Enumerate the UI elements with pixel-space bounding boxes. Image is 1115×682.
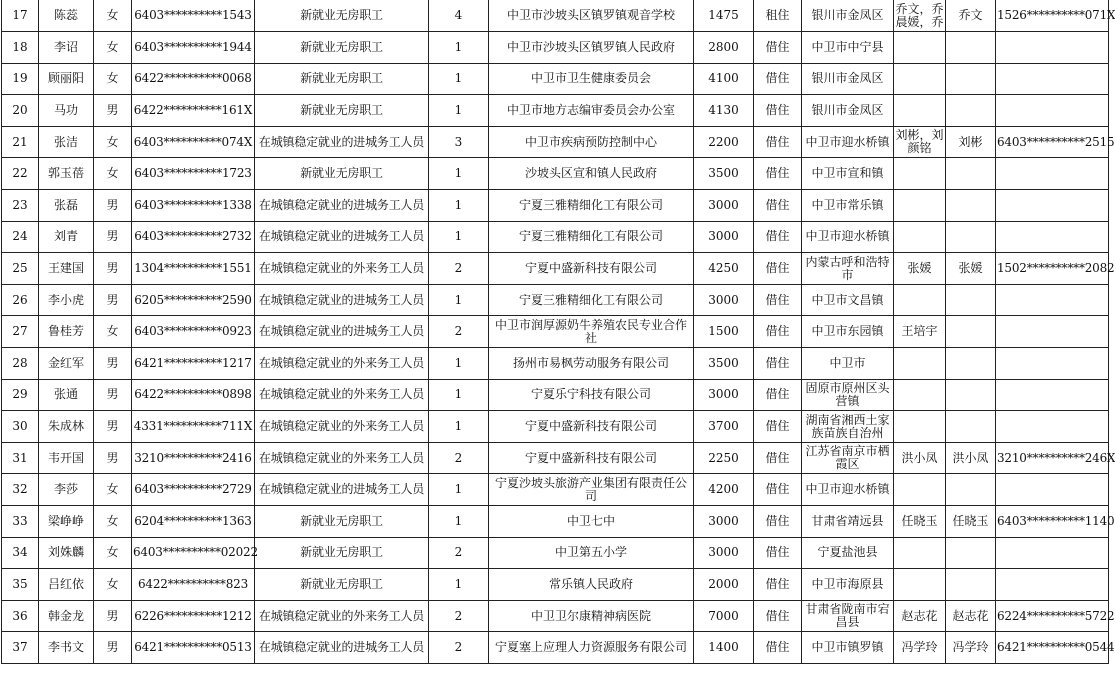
cell-spouse-name xyxy=(946,63,996,95)
cell-spouse-name xyxy=(946,348,996,380)
cell-id-number: 6403**********074X xyxy=(132,126,255,158)
cell-household-size: 2 xyxy=(429,316,489,348)
cell-family-members: 任晓玉 xyxy=(894,506,946,538)
cell-name: 金红军 xyxy=(39,348,94,380)
cell-family-members xyxy=(894,190,946,222)
cell-gender: 女 xyxy=(94,0,132,32)
cell-income: 2250 xyxy=(694,442,754,474)
cell-name: 张通 xyxy=(39,379,94,411)
cell-income: 1500 xyxy=(694,316,754,348)
table-row xyxy=(2,411,1109,443)
cell-row-number: 35 xyxy=(2,569,39,601)
cell-gender: 男 xyxy=(94,253,132,285)
cell-income: 3500 xyxy=(694,158,754,190)
cell-residence-type: 借住 xyxy=(754,158,802,190)
table-row xyxy=(2,32,1109,64)
cell-household-size: 1 xyxy=(429,474,489,506)
cell-household-size: 1 xyxy=(429,158,489,190)
cell-name: 韦开国 xyxy=(39,442,94,474)
cell-family-members xyxy=(894,284,946,316)
cell-residence-location: 江苏省南京市栖霞区 xyxy=(802,442,894,474)
table-row xyxy=(2,442,1109,474)
cell-employer: 宁夏三雅精细化工有限公司 xyxy=(489,221,694,253)
cell-income: 4130 xyxy=(694,95,754,127)
cell-family-members: 刘彬，刘颜铭 xyxy=(894,126,946,158)
cell-id-number: 1304**********1551 xyxy=(132,253,255,285)
cell-row-number: 21 xyxy=(2,126,39,158)
cell-employer: 常乐镇人民政府 xyxy=(489,569,694,601)
cell-residence-location: 银川市金凤区 xyxy=(802,95,894,127)
cell-residence-type: 借住 xyxy=(754,411,802,443)
cell-family-members: 洪小凤 xyxy=(894,442,946,474)
cell-spouse-id-number: 6403**********2515 xyxy=(996,126,1109,158)
cell-residence-location: 中卫市迎水桥镇 xyxy=(802,221,894,253)
cell-spouse-name: 冯学玲 xyxy=(946,632,996,664)
cell-income: 1400 xyxy=(694,632,754,664)
cell-gender: 女 xyxy=(94,63,132,95)
cell-family-members xyxy=(894,474,946,506)
cell-residence-location: 中卫市迎水桥镇 xyxy=(802,474,894,506)
cell-category: 新就业无房职工 xyxy=(255,506,429,538)
cell-household-size: 1 xyxy=(429,284,489,316)
cell-family-members xyxy=(894,537,946,569)
cell-gender: 男 xyxy=(94,442,132,474)
cell-spouse-id-number: 6421**********0544 xyxy=(996,632,1109,664)
table-row xyxy=(2,506,1109,538)
cell-gender: 女 xyxy=(94,316,132,348)
cell-spouse-name xyxy=(946,569,996,601)
cell-spouse-id-number xyxy=(996,379,1109,411)
cell-spouse-id-number xyxy=(996,190,1109,222)
cell-spouse-id-number xyxy=(996,316,1109,348)
cell-row-number: 26 xyxy=(2,284,39,316)
cell-row-number: 32 xyxy=(2,474,39,506)
cell-family-members xyxy=(894,221,946,253)
cell-residence-location: 中卫市迎水桥镇 xyxy=(802,126,894,158)
cell-category: 在城镇稳定就业的进城务工人员 xyxy=(255,190,429,222)
cell-employer: 宁夏三雅精细化工有限公司 xyxy=(489,284,694,316)
cell-household-size: 3 xyxy=(429,126,489,158)
cell-income: 3700 xyxy=(694,411,754,443)
cell-spouse-name: 赵志花 xyxy=(946,600,996,632)
cell-family-members: 乔文，乔晨媛，乔 xyxy=(894,0,946,32)
cell-household-size: 1 xyxy=(429,190,489,222)
cell-id-number: 6205**********2590 xyxy=(132,284,255,316)
table-row xyxy=(2,221,1109,253)
cell-residence-location: 固原市原州区头营镇 xyxy=(802,379,894,411)
cell-category: 在城镇稳定就业的进城务工人员 xyxy=(255,474,429,506)
cell-category: 新就业无房职工 xyxy=(255,537,429,569)
cell-category: 新就业无房职工 xyxy=(255,158,429,190)
table-row xyxy=(2,474,1109,506)
cell-employer: 中卫市卫生健康委员会 xyxy=(489,63,694,95)
cell-gender: 男 xyxy=(94,190,132,222)
cell-id-number: 6421**********1217 xyxy=(132,348,255,380)
cell-spouse-id-number xyxy=(996,284,1109,316)
cell-row-number: 23 xyxy=(2,190,39,222)
cell-name: 刘姝麟 xyxy=(39,537,94,569)
cell-residence-location: 银川市金凤区 xyxy=(802,0,894,32)
cell-residence-type: 借住 xyxy=(754,537,802,569)
cell-name: 郭玉蓓 xyxy=(39,158,94,190)
cell-gender: 男 xyxy=(94,600,132,632)
cell-row-number: 24 xyxy=(2,221,39,253)
cell-family-members xyxy=(894,95,946,127)
cell-spouse-id-number xyxy=(996,348,1109,380)
cell-category: 新就业无房职工 xyxy=(255,0,429,32)
cell-residence-type: 借住 xyxy=(754,63,802,95)
cell-spouse-id-number xyxy=(996,569,1109,601)
cell-family-members: 张媛 xyxy=(894,253,946,285)
cell-row-number: 34 xyxy=(2,537,39,569)
cell-residence-type: 借住 xyxy=(754,569,802,601)
cell-residence-type: 借住 xyxy=(754,632,802,664)
cell-income: 2200 xyxy=(694,126,754,158)
cell-name: 李书文 xyxy=(39,632,94,664)
table-row xyxy=(2,569,1109,601)
cell-income: 2800 xyxy=(694,32,754,64)
cell-residence-location: 中卫市镇罗镇 xyxy=(802,632,894,664)
table-row xyxy=(2,284,1109,316)
cell-household-size: 1 xyxy=(429,63,489,95)
cell-spouse-name: 刘彬 xyxy=(946,126,996,158)
table-row xyxy=(2,600,1109,632)
cell-name: 梁峥峥 xyxy=(39,506,94,538)
cell-family-members xyxy=(894,411,946,443)
cell-employer: 中卫市地方志编审委员会办公室 xyxy=(489,95,694,127)
table-row xyxy=(2,379,1109,411)
cell-household-size: 2 xyxy=(429,632,489,664)
cell-household-size: 1 xyxy=(429,411,489,443)
cell-spouse-id-number: 1526**********071X xyxy=(996,0,1109,32)
cell-spouse-id-number: 6224**********5722 xyxy=(996,600,1109,632)
cell-gender: 女 xyxy=(94,158,132,190)
cell-gender: 女 xyxy=(94,474,132,506)
cell-row-number: 17 xyxy=(2,0,39,32)
cell-id-number: 6422**********0898 xyxy=(132,379,255,411)
cell-row-number: 27 xyxy=(2,316,39,348)
cell-family-members: 王培宇 xyxy=(894,316,946,348)
table-row xyxy=(2,158,1109,190)
cell-name: 顾丽阳 xyxy=(39,63,94,95)
cell-spouse-name xyxy=(946,474,996,506)
cell-residence-type: 借住 xyxy=(754,474,802,506)
cell-income: 3500 xyxy=(694,348,754,380)
cell-income: 3000 xyxy=(694,190,754,222)
cell-id-number: 6422**********823 xyxy=(132,569,255,601)
cell-residence-location: 中卫市中宁县 xyxy=(802,32,894,64)
cell-id-number: 6403**********0923 xyxy=(132,316,255,348)
cell-employer: 扬州市易枫劳动服务有限公司 xyxy=(489,348,694,380)
table-row xyxy=(2,537,1109,569)
cell-employer: 中卫市沙坡头区镇罗镇人民政府 xyxy=(489,32,694,64)
cell-residence-type: 借住 xyxy=(754,190,802,222)
cell-spouse-id-number xyxy=(996,158,1109,190)
cell-spouse-id-number xyxy=(996,537,1109,569)
cell-spouse-name: 乔文 xyxy=(946,0,996,32)
cell-spouse-id-number: 3210**********246X xyxy=(996,442,1109,474)
cell-gender: 男 xyxy=(94,284,132,316)
cell-category: 在城镇稳定就业的进城务工人员 xyxy=(255,284,429,316)
cell-name: 李诏 xyxy=(39,32,94,64)
cell-row-number: 31 xyxy=(2,442,39,474)
cell-income: 3000 xyxy=(694,537,754,569)
cell-spouse-id-number xyxy=(996,474,1109,506)
cell-residence-location: 湖南省湘西土家族苗族自治州 xyxy=(802,411,894,443)
table-row xyxy=(2,348,1109,380)
cell-name: 张洁 xyxy=(39,126,94,158)
cell-employer: 宁夏中盛新科技有限公司 xyxy=(489,253,694,285)
cell-residence-type: 借住 xyxy=(754,32,802,64)
cell-spouse-name xyxy=(946,158,996,190)
table-row xyxy=(2,0,1109,32)
cell-income: 3000 xyxy=(694,221,754,253)
cell-gender: 男 xyxy=(94,221,132,253)
cell-id-number: 6226**********1212 xyxy=(132,600,255,632)
cell-id-number: 6403**********2732 xyxy=(132,221,255,253)
cell-family-members xyxy=(894,63,946,95)
cell-category: 在城镇稳定就业的外来务工人员 xyxy=(255,442,429,474)
cell-id-number: 6403**********2729 xyxy=(132,474,255,506)
cell-row-number: 29 xyxy=(2,379,39,411)
cell-residence-type: 借住 xyxy=(754,284,802,316)
cell-name: 陈蕊 xyxy=(39,0,94,32)
cell-category: 新就业无房职工 xyxy=(255,569,429,601)
cell-household-size: 2 xyxy=(429,600,489,632)
cell-income: 4200 xyxy=(694,474,754,506)
cell-id-number: 6403**********1723 xyxy=(132,158,255,190)
cell-residence-type: 借住 xyxy=(754,379,802,411)
cell-family-members xyxy=(894,379,946,411)
cell-household-size: 1 xyxy=(429,221,489,253)
cell-residence-type: 借住 xyxy=(754,506,802,538)
table-row xyxy=(2,126,1109,158)
cell-spouse-name xyxy=(946,411,996,443)
cell-income: 3000 xyxy=(694,284,754,316)
cell-residence-location: 宁夏盐池县 xyxy=(802,537,894,569)
cell-id-number: 6403**********02022 xyxy=(132,537,255,569)
cell-gender: 女 xyxy=(94,569,132,601)
cell-income: 3000 xyxy=(694,379,754,411)
table-body xyxy=(2,0,1115,663)
cell-category: 新就业无房职工 xyxy=(255,63,429,95)
cell-employer: 宁夏塞上应理人力资源服务有限公司 xyxy=(489,632,694,664)
applicant-table xyxy=(1,0,1115,664)
cell-residence-type: 借住 xyxy=(754,600,802,632)
cell-category: 在城镇稳定就业的进城务工人员 xyxy=(255,126,429,158)
cell-row-number: 18 xyxy=(2,32,39,64)
cell-income: 2000 xyxy=(694,569,754,601)
cell-employer: 中卫七中 xyxy=(489,506,694,538)
cell-employer: 中卫市疾病预防控制中心 xyxy=(489,126,694,158)
cell-name: 张磊 xyxy=(39,190,94,222)
cell-family-members xyxy=(894,32,946,64)
cell-spouse-id-number: 1502**********2082 xyxy=(996,253,1109,285)
cell-gender: 男 xyxy=(94,632,132,664)
cell-residence-location: 中卫市东园镇 xyxy=(802,316,894,348)
cell-id-number: 6403**********1944 xyxy=(132,32,255,64)
cell-household-size: 2 xyxy=(429,537,489,569)
cell-spouse-name xyxy=(946,190,996,222)
cell-gender: 男 xyxy=(94,379,132,411)
cell-residence-type: 借住 xyxy=(754,348,802,380)
cell-spouse-name: 洪小凤 xyxy=(946,442,996,474)
cell-id-number: 6204**********1363 xyxy=(132,506,255,538)
cell-spouse-id-number xyxy=(996,95,1109,127)
cell-employer: 宁夏三雅精细化工有限公司 xyxy=(489,190,694,222)
cell-employer: 宁夏乐宁科技有限公司 xyxy=(489,379,694,411)
cell-row-number: 37 xyxy=(2,632,39,664)
cell-category: 在城镇稳定就业的外来务工人员 xyxy=(255,379,429,411)
cell-employer: 中卫第五小学 xyxy=(489,537,694,569)
cell-spouse-name xyxy=(946,537,996,569)
cell-id-number: 6403**********1543 xyxy=(132,0,255,32)
cell-household-size: 2 xyxy=(429,253,489,285)
cell-spouse-name xyxy=(946,221,996,253)
cell-residence-location: 中卫市 xyxy=(802,348,894,380)
cell-row-number: 22 xyxy=(2,158,39,190)
cell-name: 王建国 xyxy=(39,253,94,285)
cell-residence-type: 借住 xyxy=(754,442,802,474)
cell-employer: 中卫市润厚源奶牛养殖农民专业合作社 xyxy=(489,316,694,348)
cell-spouse-name xyxy=(946,379,996,411)
cell-row-number: 33 xyxy=(2,506,39,538)
cell-row-number: 25 xyxy=(2,253,39,285)
cell-family-members xyxy=(894,348,946,380)
table-row xyxy=(2,316,1109,348)
cell-income: 3000 xyxy=(694,506,754,538)
cell-gender: 男 xyxy=(94,348,132,380)
cell-category: 在城镇稳定就业的外来务工人员 xyxy=(255,253,429,285)
cell-spouse-id-number xyxy=(996,63,1109,95)
table-row xyxy=(2,190,1109,222)
cell-employer: 沙坡头区宣和镇人民政府 xyxy=(489,158,694,190)
cell-residence-type: 借住 xyxy=(754,221,802,253)
table-row xyxy=(2,63,1109,95)
cell-residence-location: 内蒙古呼和浩特市 xyxy=(802,253,894,285)
cell-employer: 宁夏中盛新科技有限公司 xyxy=(489,442,694,474)
cell-residence-location: 中卫市海原县 xyxy=(802,569,894,601)
cell-category: 在城镇稳定就业的外来务工人员 xyxy=(255,348,429,380)
cell-category: 在城镇稳定就业的进城务工人员 xyxy=(255,632,429,664)
cell-category: 新就业无房职工 xyxy=(255,95,429,127)
cell-household-size: 4 xyxy=(429,0,489,32)
table-row xyxy=(2,95,1109,127)
cell-spouse-id-number: 6403**********1140 xyxy=(996,506,1109,538)
cell-gender: 女 xyxy=(94,126,132,158)
cell-spouse-id-number xyxy=(996,411,1109,443)
cell-family-members xyxy=(894,569,946,601)
cell-id-number: 4331**********711X xyxy=(132,411,255,443)
cell-income: 4100 xyxy=(694,63,754,95)
cell-spouse-name xyxy=(946,284,996,316)
cell-family-members: 冯学玲 xyxy=(894,632,946,664)
cell-category: 在城镇稳定就业的进城务工人员 xyxy=(255,221,429,253)
cell-income: 7000 xyxy=(694,600,754,632)
cell-id-number: 6422**********161X xyxy=(132,95,255,127)
cell-category: 新就业无房职工 xyxy=(255,32,429,64)
cell-household-size: 1 xyxy=(429,569,489,601)
cell-spouse-name xyxy=(946,32,996,64)
cell-residence-type: 租住 xyxy=(754,0,802,32)
cell-residence-type: 借住 xyxy=(754,316,802,348)
cell-residence-type: 借住 xyxy=(754,95,802,127)
cell-residence-location: 中卫市常乐镇 xyxy=(802,190,894,222)
cell-residence-location: 甘肃省靖远县 xyxy=(802,506,894,538)
cell-id-number: 3210**********2416 xyxy=(132,442,255,474)
cell-row-number: 36 xyxy=(2,600,39,632)
cell-category: 在城镇稳定就业的进城务工人员 xyxy=(255,316,429,348)
cell-household-size: 1 xyxy=(429,95,489,127)
cell-employer: 中卫市沙坡头区镇罗镇观音学校 xyxy=(489,0,694,32)
cell-row-number: 28 xyxy=(2,348,39,380)
cell-gender: 女 xyxy=(94,506,132,538)
cell-id-number: 6422**********0068 xyxy=(132,63,255,95)
cell-residence-location: 银川市金凤区 xyxy=(802,63,894,95)
cell-name: 李小虎 xyxy=(39,284,94,316)
cell-name: 李莎 xyxy=(39,474,94,506)
cell-gender: 女 xyxy=(94,537,132,569)
cell-name: 吕红依 xyxy=(39,569,94,601)
cell-spouse-name xyxy=(946,316,996,348)
cell-household-size: 2 xyxy=(429,442,489,474)
cell-family-members: 赵志花 xyxy=(894,600,946,632)
cell-category: 在城镇稳定就业的外来务工人员 xyxy=(255,600,429,632)
cell-residence-type: 借住 xyxy=(754,253,802,285)
cell-name: 朱成林 xyxy=(39,411,94,443)
cell-name: 马功 xyxy=(39,95,94,127)
cell-name: 刘青 xyxy=(39,221,94,253)
cell-spouse-id-number xyxy=(996,221,1109,253)
cell-gender: 女 xyxy=(94,32,132,64)
cell-id-number: 6403**********1338 xyxy=(132,190,255,222)
cell-name: 韩金龙 xyxy=(39,600,94,632)
cell-household-size: 1 xyxy=(429,32,489,64)
cell-household-size: 1 xyxy=(429,506,489,538)
cell-row-number: 30 xyxy=(2,411,39,443)
cell-residence-location: 甘肃省陇南市宕昌县 xyxy=(802,600,894,632)
cell-household-size: 1 xyxy=(429,379,489,411)
cell-residence-location: 中卫市文昌镇 xyxy=(802,284,894,316)
table-row xyxy=(2,632,1109,664)
cell-income: 4250 xyxy=(694,253,754,285)
cell-name: 鲁桂芳 xyxy=(39,316,94,348)
cell-id-number: 6421**********0513 xyxy=(132,632,255,664)
cell-row-number: 19 xyxy=(2,63,39,95)
cell-employer: 中卫卫尔康精神病医院 xyxy=(489,600,694,632)
cell-employer: 宁夏沙坡头旅游产业集团有限责任公司 xyxy=(489,474,694,506)
cell-residence-location: 中卫市宣和镇 xyxy=(802,158,894,190)
cell-family-members xyxy=(894,158,946,190)
cell-employer: 宁夏中盛新科技有限公司 xyxy=(489,411,694,443)
cell-gender: 男 xyxy=(94,411,132,443)
cell-residence-type: 借住 xyxy=(754,126,802,158)
cell-spouse-name xyxy=(946,95,996,127)
cell-gender: 男 xyxy=(94,95,132,127)
cell-spouse-id-number xyxy=(996,32,1109,64)
cell-row-number: 20 xyxy=(2,95,39,127)
cell-spouse-name: 任晓玉 xyxy=(946,506,996,538)
table-row xyxy=(2,253,1109,285)
cell-category: 在城镇稳定就业的外来务工人员 xyxy=(255,411,429,443)
cell-income: 1475 xyxy=(694,0,754,32)
cell-household-size: 1 xyxy=(429,348,489,380)
cell-spouse-name: 张媛 xyxy=(946,253,996,285)
